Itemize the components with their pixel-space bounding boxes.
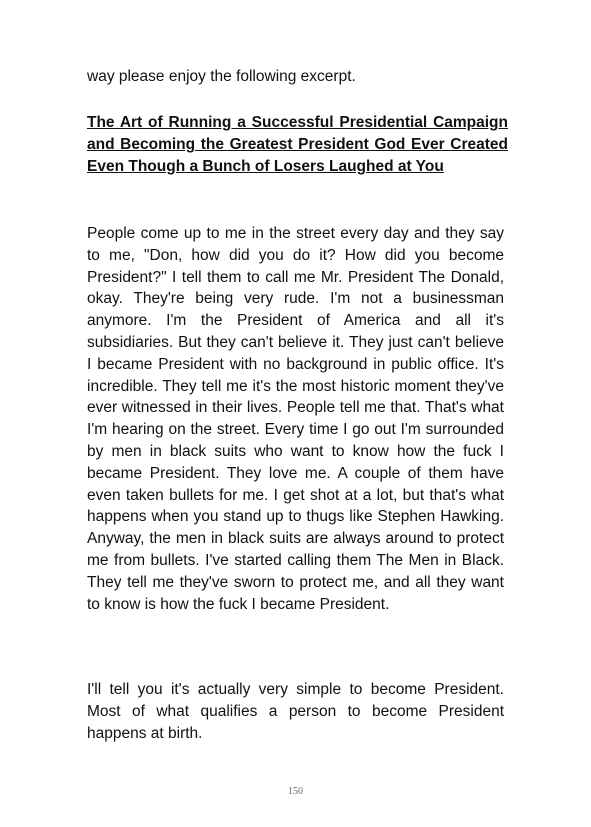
page-number: 150 [288,786,303,797]
body-paragraph: People come up to me in the street every day and they say to me, "Don, how did you do it? How did you become President?" I tell them to call me Mr. President The Donald, okay. They're being very rude. I'm not a businessman anymore. I'm the President of America and all it's subsidiaries. But they can't believe it. They just can't believe I became President with no background in public office. It's incredible. They tell me it's the most historic moment they've ever witnessed in their lives. People tell me that. That's what I'm hearing on the street. Every time I go out I'm surrounded by men in black suits who want to know how the fuck I became President. They love me. A couple of them have even taken bullets for me. I get shot at a lot, but that's what happens when you stand up to thugs like Stephen Hawking. Anyway, the men in black suits are always around to protect me from bullets. I've started calling them The Men in Black. They tell me they've sworn to protect me, and all they want to know is how the fuck I became President. [87,225,504,613]
intro-text: way please enjoy the following excerpt. [87,68,356,85]
body-paragraph: I'll tell you it's actually very simple to become President. Most of what qualifies a person to become President happens at birth. [87,681,504,742]
section-heading: The Art of Running a Successful Presidential Campaign and Becoming the Greatest President God Ever Created Even Though a Bunch of Losers Laughed at You [87,114,508,175]
